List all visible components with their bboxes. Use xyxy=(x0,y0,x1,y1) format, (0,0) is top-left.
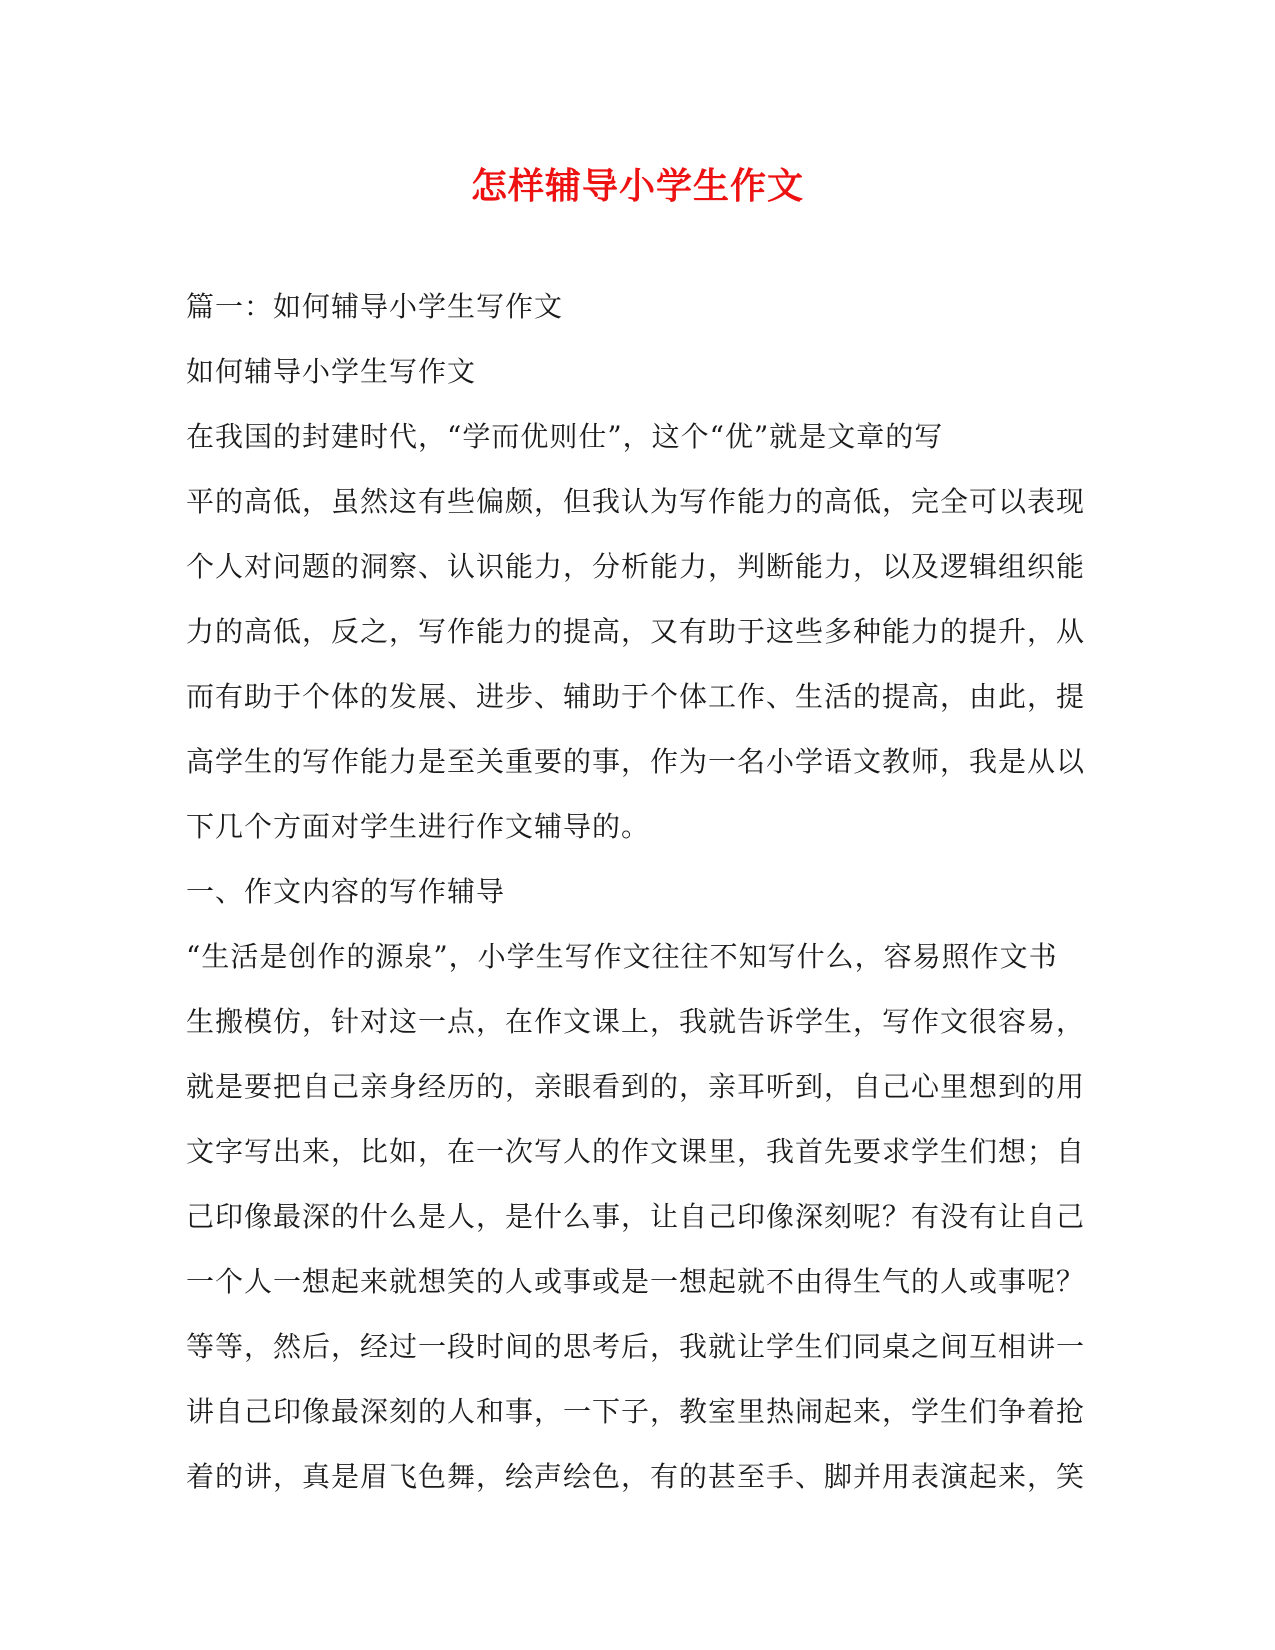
paragraph-line: “生活是创作的源泉”，小学生写作文往往不知写什么，容易照作文书 xyxy=(186,940,1058,973)
paragraph-line: 己印像最深的什么是人，是什么事，让自己印像深刻呢？有没有让自己 xyxy=(186,1200,1086,1233)
section-heading: 篇一：如何辅导小学生写作文 xyxy=(186,290,564,323)
paragraph-line: 生搬模仿，针对这一点，在作文课上，我就告诉学生，写作文很容易， xyxy=(186,1005,1086,1038)
article-heading: 如何辅导小学生写作文 xyxy=(186,355,477,388)
paragraph-line: 文字写出来，比如，在一次写人的作文课里，我首先要求学生们想；自 xyxy=(186,1135,1086,1168)
paragraph-line: 就是要把自己亲身经历的，亲眼看到的，亲耳听到，自己心里想到的用 xyxy=(186,1070,1086,1103)
paragraph-line: 等等，然后，经过一段时间的思考后，我就让学生们同桌之间互相讲一 xyxy=(186,1330,1086,1363)
paragraph-line: 高学生的写作能力是至关重要的事，作为一名小学语文教师，我是从以 xyxy=(186,745,1086,778)
document-title: 怎样辅导小学生作文 xyxy=(470,165,804,207)
paragraph-line: 在我国的封建时代，“学而优则仕”，这个“优”就是文章的写 xyxy=(186,420,944,453)
paragraph-line: 着的讲，真是眉飞色舞，绘声绘色，有的甚至手、脚并用表演起来，笑 xyxy=(186,1460,1086,1493)
paragraph-line: 力的高低，反之，写作能力的提高，又有助于这些多种能力的提升，从 xyxy=(186,615,1086,648)
paragraph-line: 而有助于个体的发展、进步、辅助于个体工作、生活的提高，由此，提 xyxy=(186,680,1086,713)
paragraph-line: 一个人一想起来就想笑的人或事或是一想起就不由得生气的人或事呢？ xyxy=(186,1265,1086,1298)
subsection-heading: 一、作文内容的写作辅导 xyxy=(186,875,506,908)
paragraph-line: 平的高低，虽然这有些偏颇，但我认为写作能力的高低，完全可以表现 xyxy=(186,485,1086,518)
paragraph-line: 讲自己印像最深刻的人和事，一下子，教室里热闹起来，学生们争着抢 xyxy=(186,1395,1086,1428)
document-body xyxy=(186,282,1096,1517)
paragraph-line: 下几个方面对学生进行作文辅导的。 xyxy=(186,810,651,843)
paragraph-line: 个人对问题的洞察、认识能力，分析能力，判断能力，以及逻辑组织能 xyxy=(186,550,1086,583)
